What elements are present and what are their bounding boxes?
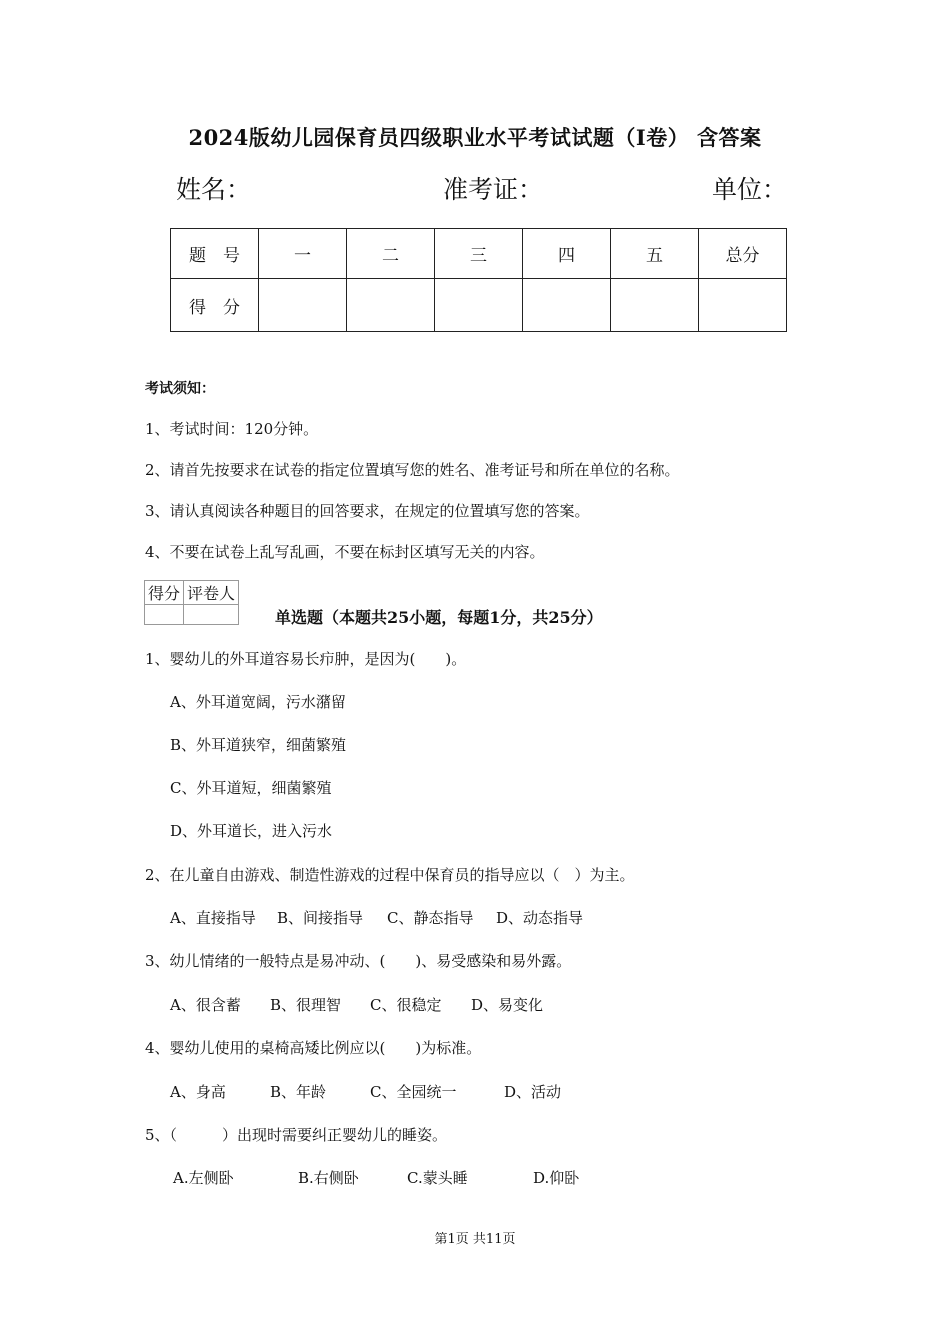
- question-option: C、外耳道短，细菌繁殖: [170, 779, 332, 797]
- ticket-label: 准考证：: [443, 175, 544, 204]
- score-table-header-cell: 五: [611, 229, 699, 279]
- notice-item: 2、请首先按要求在试卷的指定位置填写您的姓名、准考证号和所在单位的名称。: [145, 461, 680, 479]
- question-option: D、外耳道长，进入污水: [170, 822, 333, 840]
- score-table: [170, 228, 787, 332]
- grader-box: [144, 580, 239, 625]
- grader-score-cell: [145, 605, 184, 625]
- question-option: B、外耳道狭窄，细菌繁殖: [170, 736, 347, 754]
- grader-name-label: 评卷人: [184, 581, 239, 605]
- notice-heading: 考试须知：: [145, 381, 215, 397]
- question-option: C、全园统一: [370, 1083, 457, 1101]
- notice-item: 1、考试时间：120分钟。: [145, 420, 319, 438]
- name-label: 姓名：: [176, 175, 252, 204]
- score-row-label: 得 分: [171, 279, 259, 332]
- question-stem: 3、幼儿情绪的一般特点是易冲动、( )、易受感染和易外露。: [145, 952, 572, 970]
- notice-item: 4、不要在试卷上乱写乱画，不要在标封区填写无关的内容。: [145, 543, 545, 561]
- question-option: D、动态指导: [496, 909, 584, 927]
- score-table-header-cell: 二: [347, 229, 435, 279]
- question-option: A、很含蓄: [170, 996, 241, 1014]
- question-stem: 4、婴幼儿使用的桌椅高矮比例应以( )为标准。: [145, 1039, 482, 1057]
- question-option: A、身高: [170, 1083, 226, 1101]
- question-option: A、直接指导: [170, 909, 256, 927]
- question-option: B、年龄: [270, 1083, 327, 1101]
- grader-name-cell: [184, 605, 239, 625]
- question-option: A.左侧卧: [173, 1169, 234, 1187]
- question-option: B、很理智: [270, 996, 342, 1014]
- score-table-header-cell: 总分: [699, 229, 787, 279]
- question-option: B.右侧卧: [298, 1169, 359, 1187]
- score-cell: [699, 279, 787, 332]
- score-cell: [435, 279, 523, 332]
- question-stem: 5、（ ）出现时需要纠正婴幼儿的睡姿。: [145, 1126, 448, 1144]
- score-table-header-cell: 三: [435, 229, 523, 279]
- unit-label: 单位：: [712, 175, 788, 204]
- score-table-header-cell: 题 号: [171, 229, 259, 279]
- question-option: D、活动: [504, 1083, 562, 1101]
- page-footer: 第1页 共11页: [434, 1232, 516, 1247]
- page-title: 2024版幼儿园保育员四级职业水平考试试题（I卷） 含答案: [188, 125, 762, 150]
- notice-item: 3、请认真阅读各种题目的回答要求，在规定的位置填写您的答案。: [145, 502, 590, 520]
- question-option: C、很稳定: [370, 996, 442, 1014]
- question-option: C、静态指导: [387, 909, 474, 927]
- question-stem: 1、婴幼儿的外耳道容易长疖肿，是因为( )。: [145, 650, 467, 668]
- score-cell: [611, 279, 699, 332]
- score-cell: [523, 279, 611, 332]
- question-option: B、间接指导: [277, 909, 364, 927]
- question-option: A、外耳道宽阔，污水潴留: [170, 693, 346, 711]
- question-stem: 2、在儿童自由游戏、制造性游戏的过程中保育员的指导应以（ ）为主。: [145, 866, 635, 884]
- question-option: D、易变化: [471, 996, 544, 1014]
- section-title: 单选题（本题共25小题，每题1分，共25分）: [275, 608, 603, 627]
- question-option: C.蒙头睡: [407, 1169, 468, 1187]
- question-option: D.仰卧: [533, 1169, 580, 1187]
- score-table-header-row: [171, 229, 787, 279]
- score-table-header-cell: 四: [523, 229, 611, 279]
- score-cell: [259, 279, 347, 332]
- score-cell: [347, 279, 435, 332]
- grader-score-label: 得分: [145, 581, 184, 605]
- score-table-score-row: [171, 279, 787, 332]
- score-table-header-cell: 一: [259, 229, 347, 279]
